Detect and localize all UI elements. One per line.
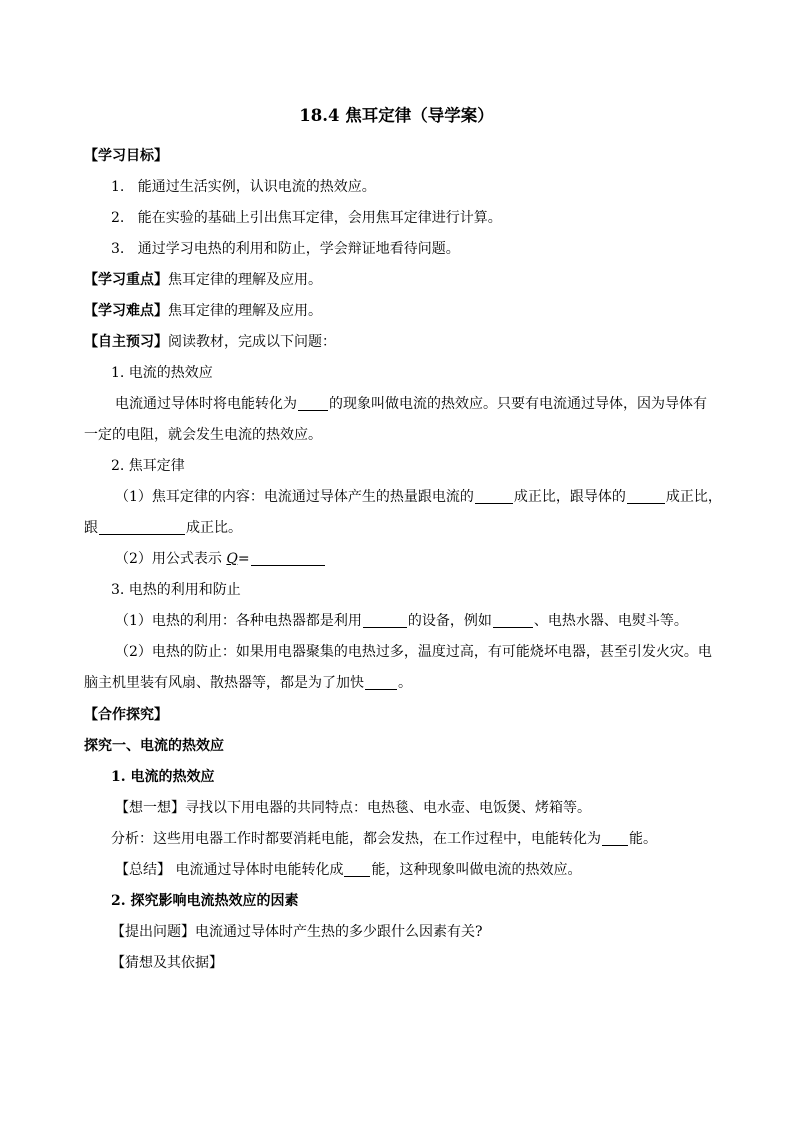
fill-blank[interactable] (99, 520, 185, 535)
question-label: 【提出问题】 (111, 924, 195, 940)
paragraph-line: 一定的电阻，就会发生电流的热效应。 (84, 427, 322, 443)
fill-blank[interactable] (251, 551, 325, 566)
text-run: 的现象叫做电流的热效应。只要有电流通过导体，因为导体有 (329, 396, 707, 412)
preview-line (84, 333, 336, 351)
goal-text: 能在实验的基础上引出焦耳定律，会用焦耳定律进行计算。 (137, 210, 502, 226)
fill-blank[interactable] (298, 396, 328, 411)
text-run: 跟 (84, 520, 98, 536)
paragraph-line (84, 519, 242, 537)
section-heading: 3. 电热的利用和防止 (111, 582, 241, 598)
goal-number: 3. (111, 241, 125, 257)
text-run: 。 (398, 675, 412, 691)
fill-blank[interactable] (344, 862, 370, 877)
section-heading: 2. 焦耳定律 (111, 458, 185, 474)
goal-item (111, 240, 460, 258)
text-run: 脑主机里装有风扇、散热器等，都是为了加快 (84, 675, 364, 691)
difficulty-text: 焦耳定律的理解及应用。 (168, 303, 322, 319)
text-run: 成正比。 (186, 520, 242, 536)
text-run: 能，这种现象叫做电流的热效应。 (371, 862, 582, 878)
text-run: 、电热水器、电熨斗等。 (533, 613, 688, 629)
paragraph-line (115, 799, 591, 817)
text-run: 分析：这些用电器工作时都要消耗电能，都会发热，在工作过程中，电能转化为 (111, 831, 601, 847)
goals-heading: 【学习目标】 (84, 148, 168, 164)
text-run: 成正比，跟导体的 (513, 489, 626, 505)
text-run: （2）用公式表示 (115, 551, 222, 567)
goal-text: 能通过生活实例，认识电流的热效应。 (137, 179, 376, 195)
goal-number: 2. (111, 210, 125, 226)
key-point-label: 【学习重点】 (84, 272, 168, 288)
guess-heading: 【猜想及其依据】 (111, 955, 223, 971)
text-run: （1）电热的利用：各种电热器都是利用 (115, 613, 362, 629)
explore-heading: 【合作探究】 (84, 707, 168, 723)
text-run: 电流通过导体时将电能转化为 (115, 396, 297, 412)
paragraph-line (115, 612, 688, 630)
difficulty-line (84, 302, 322, 320)
text-run: 寻找以下用电器的共同特点：电热毯、电水壶、电饭煲、烤箱等。 (185, 800, 591, 816)
fill-blank[interactable] (493, 613, 533, 628)
paragraph-line (115, 395, 707, 413)
text-run: （1）焦耳定律的内容：电流通过导体产生的热量跟电流的 (115, 489, 474, 505)
text-run: 的设备，例如 (407, 613, 492, 629)
paragraph-line (115, 550, 326, 568)
key-point-text: 焦耳定律的理解及应用。 (168, 272, 322, 288)
think-label: 【想一想】 (115, 800, 185, 816)
paragraph-line (84, 674, 412, 692)
goal-item (111, 209, 502, 227)
fill-blank[interactable] (475, 489, 513, 504)
section-heading: 1. 电流的热效应 (111, 769, 215, 785)
formula-symbol: Q (226, 551, 238, 567)
preview-label: 【自主预习】 (84, 334, 168, 350)
goal-number: 1. (111, 179, 125, 195)
section-heading: 2. 探究影响电流热效应的因素 (111, 893, 299, 909)
text-run: = (237, 551, 250, 567)
part-heading: 探究一、电流的热效应 (84, 738, 224, 754)
paragraph-line (115, 861, 581, 879)
key-point-line (84, 271, 322, 289)
paragraph-line (111, 923, 483, 941)
page-title: 18.4 焦耳定律（导学案） (299, 106, 494, 125)
goal-item (111, 178, 376, 196)
text-run: 电流通过导体时电能转化成 (171, 862, 344, 878)
text-run: 能。 (629, 831, 657, 847)
section-heading: 1. 电流的热效应 (111, 365, 213, 381)
paragraph-line: （2）电热的防止：如果用电器聚集的电热过多，温度过高，有可能烧坏电器，甚至引发火灾。电 (115, 644, 712, 660)
fill-blank[interactable] (627, 489, 665, 504)
text-run: 成正比， (665, 489, 722, 505)
paragraph-line (111, 830, 657, 848)
preview-text: 阅读教材，完成以下问题： (168, 334, 336, 350)
goal-text: 通过学习电热的利用和防止，学会辩证地看待问题。 (137, 241, 460, 257)
text-run: 电流通过导体时产生热的多少跟什么因素有关? (195, 924, 483, 940)
fill-blank[interactable] (363, 613, 407, 628)
fill-blank[interactable] (365, 675, 397, 690)
difficulty-label: 【学习难点】 (84, 303, 168, 319)
summary-label: 【总结】 (115, 862, 171, 878)
fill-blank[interactable] (602, 831, 628, 846)
paragraph-line (115, 488, 722, 506)
